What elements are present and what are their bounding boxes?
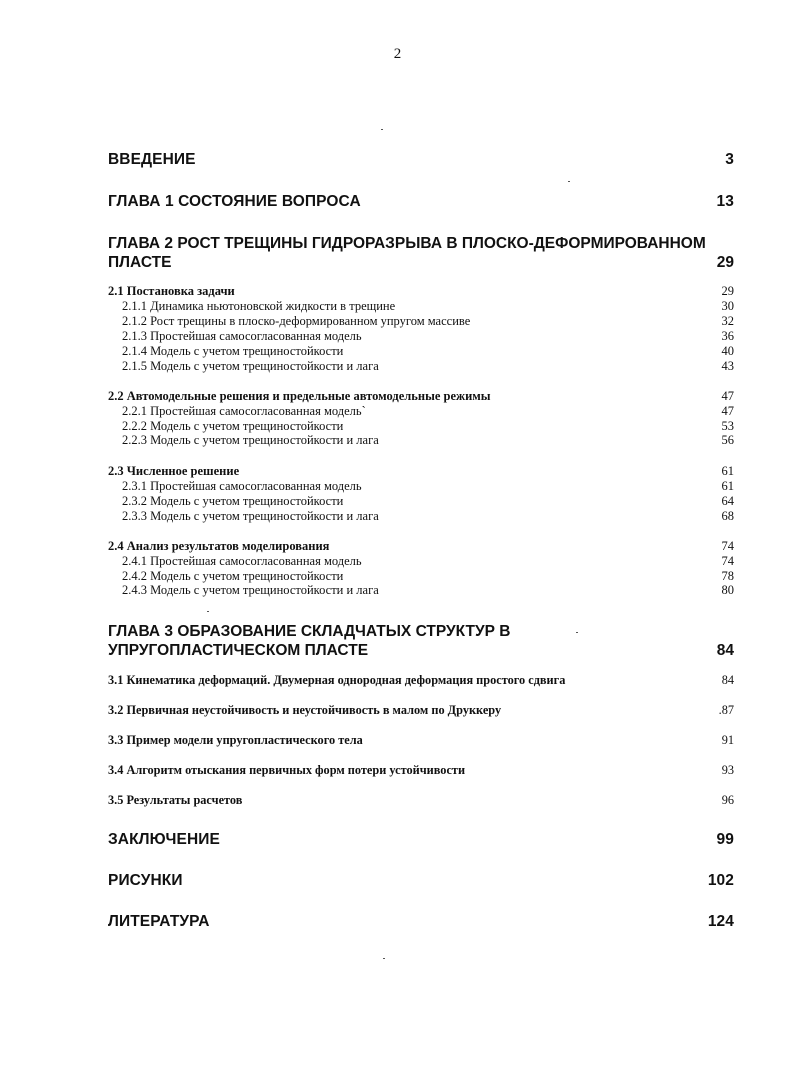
toc-entry-page: 91 <box>721 733 734 747</box>
toc-subsection[interactable] <box>122 329 734 344</box>
toc-entry-title: 2.4.3 Модель с учетом трещиностойкости и лага <box>122 583 379 597</box>
toc-section-3-5[interactable] <box>108 793 734 808</box>
toc-entry-title: 2.1 Постановка задачи <box>108 284 235 298</box>
toc-entry-page: .87 <box>718 703 734 717</box>
toc-entry-title: РИСУНКИ <box>108 872 183 889</box>
toc-entry-title: 2.4.2 Модель с учетом трещиностойкости <box>122 569 344 583</box>
toc-entry-title: 2.1.2 Рост трещины в плоско-деформированном упругом массиве <box>122 314 471 328</box>
toc-entry-title: 2.2.1 Простейшая самосогласованная модель` <box>122 404 366 418</box>
toc-entry-page: 29 <box>721 284 734 298</box>
toc-section-3-2[interactable] <box>108 703 734 718</box>
toc-entry-page: 84 <box>721 673 734 687</box>
toc-entry-page: 64 <box>721 494 734 508</box>
toc-entry-page: 80 <box>721 583 734 597</box>
toc-entry-title: 2.1.3 Простейшая самосогласованная модель <box>122 329 362 343</box>
toc-entry-title: ГЛАВА 3 ОБРАЗОВАНИЕ СКЛАДЧАТЫХ СТРУКТУР В <box>108 623 511 640</box>
toc-entry-title: ГЛАВА 1 СОСТОЯНИЕ ВОПРОСА <box>108 193 361 210</box>
toc-entry-title: 2.3.3 Модель с учетом трещиностойкости и лага <box>122 509 379 523</box>
toc-subsection[interactable] <box>122 479 734 494</box>
toc-section-3-3[interactable] <box>108 733 734 748</box>
toc-section-2-3[interactable] <box>108 464 734 479</box>
scan-speck <box>383 958 385 959</box>
toc-entry-title: ЗАКЛЮЧЕНИЕ <box>108 831 220 848</box>
toc-entry-page: 56 <box>721 433 734 447</box>
toc-entry-page: 53 <box>721 419 734 433</box>
toc-entry-title: 2.2 Автомодельные решения и предельные автомодельные режимы <box>108 389 491 403</box>
toc-section-3-4[interactable] <box>108 763 734 778</box>
toc-literature[interactable] <box>108 913 734 931</box>
toc-subsection[interactable] <box>122 583 734 598</box>
toc-entry-title: 3.4 Алгоритм отыскания первичных форм потери устойчивости <box>108 763 466 777</box>
scan-speck <box>381 129 383 130</box>
toc-entry-page: 61 <box>721 464 734 478</box>
toc-entry-title: 3.2 Первичная неустойчивость и неустойчивость в малом по Друккеру <box>108 703 502 717</box>
toc-entry-title: ЛИТЕРАТУРА <box>108 913 210 930</box>
toc-entry-page: 74 <box>721 554 734 568</box>
toc-entry-title: 2.1.5 Модель с учетом трещиностойкости и лага <box>122 359 379 373</box>
toc-chapter-3[interactable] <box>108 622 734 660</box>
toc-entry-page: 30 <box>721 299 734 313</box>
toc-entry-page: 3 <box>725 151 734 168</box>
page-number: 2 <box>393 46 402 62</box>
toc-entry-title: 2.1.4 Модель с учетом трещиностойкости <box>122 344 344 358</box>
toc-entry-title-cont: УПРУГОПЛАСТИЧЕСКОМ ПЛАСТЕ <box>108 642 369 659</box>
toc-subsection[interactable] <box>122 494 734 509</box>
toc-entry-title-cont: ПЛАСТЕ <box>108 254 172 271</box>
scan-speck <box>207 611 209 612</box>
toc-chapter-2[interactable] <box>108 234 734 272</box>
toc-conclusion[interactable] <box>108 831 734 849</box>
toc-entry-title: 2.1.1 Динамика ньютоновской жидкости в трещине <box>122 299 396 313</box>
toc-entry-title: 2.4.1 Простейшая самосогласованная модель <box>122 554 362 568</box>
toc-entry-page: 32 <box>721 314 734 328</box>
toc-subsection[interactable] <box>122 314 734 329</box>
toc-subsection[interactable] <box>122 359 734 374</box>
toc-entry-page: 36 <box>721 329 734 343</box>
toc-entry-page: 93 <box>721 763 734 777</box>
toc-section-2-4[interactable] <box>108 539 734 554</box>
toc-intro[interactable] <box>108 151 734 169</box>
scan-speck <box>568 181 570 182</box>
toc-subsection[interactable] <box>122 433 734 448</box>
toc-figures[interactable] <box>108 872 734 890</box>
toc-entry-title: 2.3 Численное решение <box>108 464 240 478</box>
toc-entry-title: 2.3.1 Простейшая самосогласованная модель <box>122 479 362 493</box>
toc-entry-page: 13 <box>716 193 734 210</box>
toc-entry-page: 40 <box>721 344 734 358</box>
toc-section-2-2[interactable] <box>108 389 734 404</box>
toc-chapter-1[interactable] <box>108 193 734 211</box>
toc-entry-page: 43 <box>721 359 734 373</box>
toc-entry-title: 2.2.2 Модель с учетом трещиностойкости <box>122 419 344 433</box>
toc-entry-title: 2.4 Анализ результатов моделирования <box>108 539 330 553</box>
toc-subsection[interactable] <box>122 344 734 359</box>
toc-entry-title: ГЛАВА 2 РОСТ ТРЕЩИНЫ ГИДРОРАЗРЫВА В ПЛОСКО-ДЕФОРМИРОВАННОМ <box>108 235 706 252</box>
toc-subsection[interactable] <box>122 509 734 524</box>
toc-subsection[interactable] <box>122 554 734 569</box>
toc-entry-page: 68 <box>721 509 734 523</box>
toc-entry-page: 99 <box>716 831 734 848</box>
toc-entry-page: 84 <box>716 642 734 659</box>
toc-entry-page: 78 <box>721 569 734 583</box>
toc-entry-page: 47 <box>721 389 734 403</box>
toc-entry-page: 74 <box>721 539 734 553</box>
toc-entry-page: 102 <box>707 872 734 889</box>
toc-entry-page: 47 <box>721 404 734 418</box>
toc-subsection[interactable] <box>122 569 734 584</box>
toc-entry-page: 96 <box>721 793 734 807</box>
toc-entry-title: ВВЕДЕНИЕ <box>108 151 196 168</box>
toc-subsection[interactable] <box>122 404 734 419</box>
toc-entry-title: 2.3.2 Модель с учетом трещиностойкости <box>122 494 344 508</box>
toc-subsection[interactable] <box>122 419 734 434</box>
toc-section-3-1[interactable] <box>108 673 734 688</box>
toc-entry-title: 3.3 Пример модели упругопластического тела <box>108 733 363 747</box>
toc-entry-page: 124 <box>707 913 734 930</box>
toc-subsection[interactable] <box>122 299 734 314</box>
toc-entry-title: 3.1 Кинематика деформаций. Двумерная однородная деформация простого сдвига <box>108 673 566 687</box>
toc-entry-page: 29 <box>716 254 734 271</box>
toc-entry-page: 61 <box>721 479 734 493</box>
toc-section-2-1[interactable] <box>108 284 734 299</box>
toc-entry-title: 2.2.3 Модель с учетом трещиностойкости и лага <box>122 433 379 447</box>
toc-entry-title: 3.5 Результаты расчетов <box>108 793 243 807</box>
